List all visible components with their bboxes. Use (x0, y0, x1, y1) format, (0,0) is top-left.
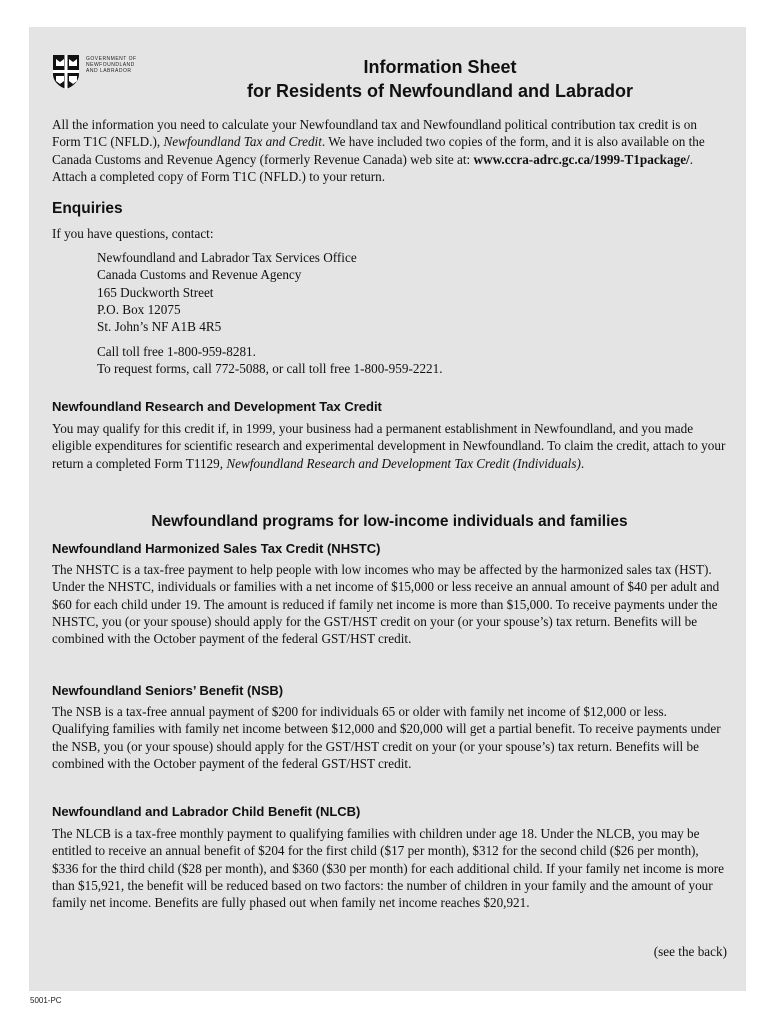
rd-credit-paragraph: You may qualify for this credit if, in 1999, your business had a permanent establishment in Newfoundland, and you made eligible expenditures for scientific research and experimental development in Newfoundland. To claim the credit, attach to your return a completed Form T1129, Newfoundland Research and Development Tax Credit (Individuals). (52, 421, 726, 471)
toll-free-number: Call toll free 1-800-959-8281. (97, 344, 256, 359)
page-title (170, 55, 710, 103)
rd-form-title-italic: Newfoundland Research and Development Tax Credit (Individuals) (226, 455, 581, 471)
web-link[interactable]: www.ccra-adrc.gc.ca/1999-T1package/ (473, 151, 690, 167)
address-block (97, 249, 357, 335)
title-line-2: for Residents of Newfoundland and Labrador (246, 81, 633, 101)
forms-number: To request forms, call 772-5088, or call toll free 1-800-959-2221. (97, 361, 443, 377)
wordmark-line-2: NEWFOUNDLAND (86, 62, 135, 68)
address-line: Canada Customs and Revenue Agency (97, 267, 302, 283)
nsb-heading: Newfoundland Seniors’ Benefit (NSB) (52, 683, 284, 698)
form-number: 5001-PC (30, 996, 62, 1005)
see-the-back-note: (see the back) (653, 944, 727, 959)
rd-credit-heading: Newfoundland Research and Development Tax Credit (52, 399, 382, 414)
coat-of-arms-icon (52, 54, 80, 90)
address-line: P.O. Box 12075 (97, 301, 181, 317)
document-page (30, 28, 745, 990)
title-line-1: Information Sheet (363, 57, 517, 77)
wordmark-line-3: AND LABRADOR (86, 68, 132, 74)
wordmark-line-1: GOVERNMENT OF (86, 56, 137, 62)
address-line: 165 Duckworth Street (97, 284, 214, 300)
nlcb-heading: Newfoundland and Labrador Child Benefit (NLCB) (52, 804, 361, 819)
programs-heading: Newfoundland programs for low-income individuals and families (151, 513, 628, 530)
enquiries-lead: If you have questions, contact: (52, 226, 214, 241)
phone-block (97, 343, 443, 378)
nlcb-paragraph: The NLCB is a tax-free monthly payment to qualifying families with children under age 18. Under the NLCB, you may be entitled to receive an annual benefit of $204 for the first child ($17 per month), $312 for the second child ($26 per month), $336 for the third child ($28 per month), and $360 ($30 per month) for each additional child. If your family net income is more than $15,921, the benefit will be reduced based on two factors: the number of children in your family and the amount of your family net income. Benefits are fully phased out when family net income reaches $20,921. (52, 826, 725, 911)
nhstc-paragraph: The NHSTC is a tax-free payment to help people with low incomes who may be affected by the harmonized sales tax (HST). Under the NHSTC, individuals or families with a net income of $15,000 or less receive an annual amount of $40 per adult and $60 for each child under 19. The amount is reduced if family net income is more than $15,000. To receive payments under the NHSTC, you (or your spouse) should apply for the GST/HST credit on your (or your spouse’s) tax return. Benefits will be combined with the October payment of the federal GST/HST credit. (52, 562, 720, 647)
intro-paragraph: All the information you need to calculate your Newfoundland tax and Newfoundland political contribution tax credit is on Form T1C (NFLD.), Newfoundland Tax and Credit. We have included two copies of the form, and it is also available on the Canada Customs and Revenue Agency (formerly Revenue Canada) web site at: www.ccra-adrc.gc.ca/1999-T1package/. Attach a completed copy of Form T1C (NFLD.) to your return. (52, 117, 705, 184)
address-line: St. John’s NF A1B 4R5 (97, 319, 222, 335)
address-line: Newfoundland and Labrador Tax Services Office (97, 250, 357, 265)
government-logo (52, 54, 144, 94)
nsb-paragraph: The NSB is a tax-free annual payment of $200 for individuals 65 or older with family net income of $12,000 or less. Qualifying families with family net income between $12,000 and $20,000 will get a partial benefit. To receive payments under the NSB, you (or your spouse) should apply for the GST/HST credit on your (or your spouse’s) tax return. Benefits will be combined with the October payment of the federal GST/HST credit. (52, 704, 721, 771)
government-wordmark (86, 56, 146, 74)
nhstc-heading: Newfoundland Harmonized Sales Tax Credit (NHSTC) (52, 541, 381, 556)
enquiries-heading: Enquiries (52, 200, 123, 217)
form-title-italic: Newfoundland Tax and Credit (163, 134, 322, 150)
